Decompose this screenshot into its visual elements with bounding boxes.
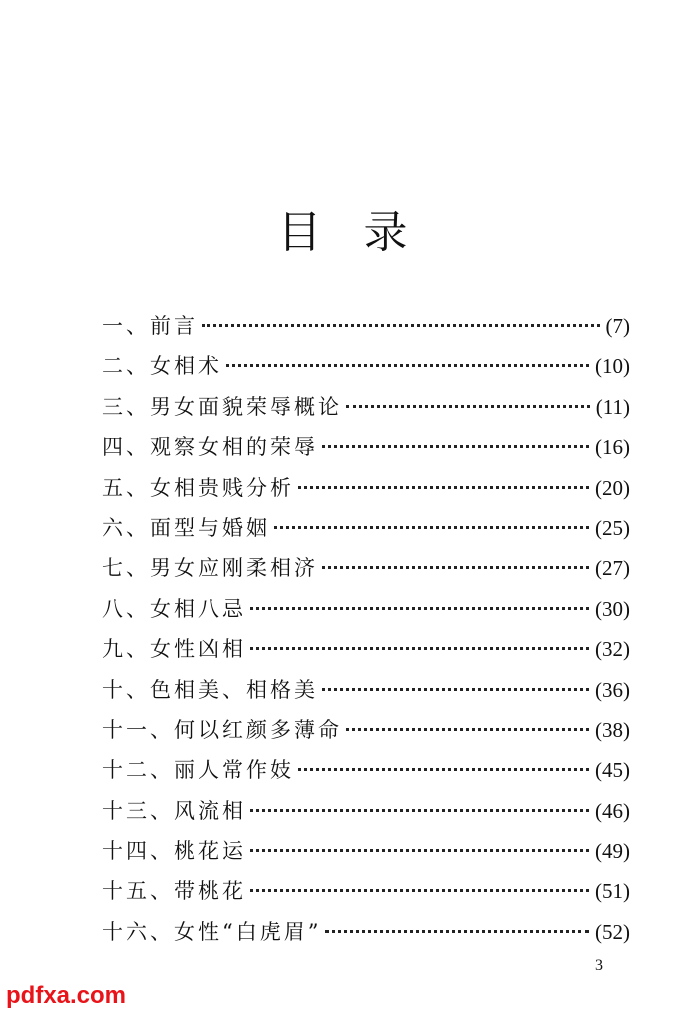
- toc-leader-dots: [322, 688, 589, 691]
- toc-entry[interactable]: [102, 791, 630, 831]
- toc-entry[interactable]: [102, 750, 630, 790]
- toc-entry-title: 十二、丽人常作妓: [102, 758, 294, 783]
- toc-entry-title: 十三、风流相: [102, 798, 246, 823]
- toc-leader-dots: [250, 809, 589, 812]
- toc-entry-title: 五、女相贵贱分析: [102, 475, 294, 500]
- toc-leader-dots: [250, 849, 589, 852]
- toc-entry[interactable]: [102, 508, 630, 548]
- toc-entry-title: 八、女相八忌: [102, 596, 246, 621]
- toc-entry-page: (7): [605, 314, 630, 338]
- toc-entry-title: 六、面型与婚姻: [102, 515, 270, 540]
- page-number: 3: [595, 957, 603, 974]
- toc-entry[interactable]: [102, 670, 630, 710]
- toc-entry-page: (38): [595, 717, 630, 742]
- toc-entry-page: (20): [595, 475, 630, 500]
- toc-leader-dots: [298, 486, 589, 489]
- toc-entry-page: (36): [595, 677, 630, 702]
- toc-entry-page: (25): [595, 515, 630, 540]
- toc-entry-page: (30): [595, 596, 630, 621]
- toc-leader-dots: [298, 768, 589, 771]
- toc-entry-title: 二、女相术: [102, 354, 222, 379]
- toc-entry[interactable]: [102, 468, 630, 508]
- toc-leader-dots: [274, 526, 589, 529]
- toc-entry-title: 十一、何以红颜多薄命: [102, 717, 342, 742]
- toc-entry-page: (49): [595, 839, 630, 864]
- toc-leader-dots: [250, 607, 589, 610]
- toc-entry-page: (11): [595, 394, 630, 419]
- toc-entry-page: (46): [595, 798, 630, 823]
- toc-entry[interactable]: [102, 427, 630, 467]
- toc-entry[interactable]: [102, 912, 630, 952]
- toc-leader-dots: [250, 889, 589, 892]
- toc-entry[interactable]: [102, 387, 630, 427]
- toc-leader-dots: [325, 930, 589, 933]
- toc-leader-dots: [322, 566, 589, 569]
- toc-entry[interactable]: [102, 629, 630, 669]
- toc-entry-page: (27): [595, 556, 630, 581]
- toc-entry-title: 十、色相美、相格美: [102, 677, 318, 702]
- toc-entry-title: 十六、女性“白虎眉”: [102, 919, 322, 944]
- toc-entry[interactable]: [102, 871, 630, 911]
- toc-leader-dots: [226, 364, 589, 367]
- toc-entry-title: 一、前言: [102, 314, 198, 338]
- watermark-logo: pdfxa.com: [6, 982, 127, 1009]
- toc-entry-page: (10): [595, 354, 630, 379]
- toc-entry-title: 三、男女面貌荣辱概论: [102, 394, 342, 419]
- table-of-contents: [102, 306, 630, 952]
- toc-entry-title: 四、观察女相的荣辱: [102, 435, 318, 460]
- toc-entry-title: 七、男女应刚柔相济: [102, 556, 318, 581]
- toc-entry[interactable]: [102, 710, 630, 750]
- toc-entry[interactable]: [102, 831, 630, 871]
- toc-entry[interactable]: [102, 548, 630, 588]
- toc-entry[interactable]: [102, 589, 630, 629]
- toc-leader-dots: [346, 405, 590, 408]
- toc-entry-page: (51): [595, 879, 630, 904]
- toc-leader-dots: [202, 324, 600, 327]
- toc-entry-page: (32): [595, 637, 630, 662]
- toc-entry-page: (45): [595, 758, 630, 783]
- toc-leader-dots: [250, 647, 589, 650]
- toc-leader-dots: [322, 445, 589, 448]
- toc-leader-dots: [346, 728, 589, 731]
- toc-entry-title: 十五、带桃花: [102, 879, 246, 904]
- toc-entry[interactable]: [102, 306, 630, 346]
- toc-entry-page: (16): [595, 435, 630, 460]
- toc-entry-title: 九、女性凶相: [102, 637, 246, 662]
- page-title: 目录: [277, 207, 450, 258]
- toc-entry-title: 十四、桃花运: [102, 839, 246, 864]
- toc-entry-page: (52): [595, 919, 630, 944]
- toc-entry[interactable]: [102, 346, 630, 386]
